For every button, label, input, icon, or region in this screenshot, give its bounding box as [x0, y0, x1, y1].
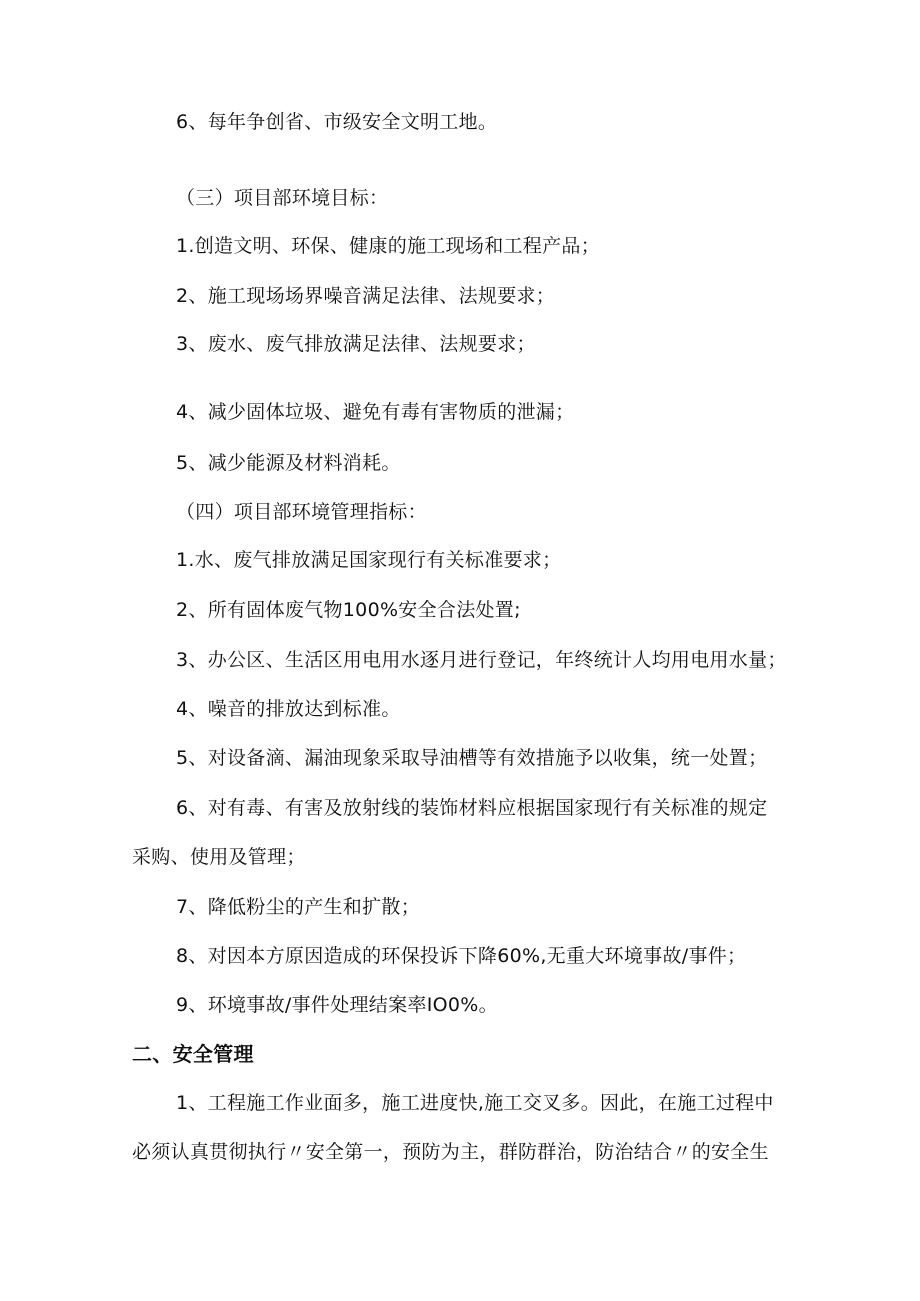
- chapter-heading: 二、安全管理: [132, 1042, 254, 1066]
- text-line-continuation: 必须认真贯彻执行〃安全第一，预防为主，群防群治，防治结合〃的安全生: [132, 1141, 769, 1163]
- text-line: 9、环境事故/事件处理结案率IO0%。: [176, 994, 498, 1016]
- text-line: 8、对因本方原因造成的环保投诉下降60%,无重大环境事故/事件；: [176, 945, 747, 967]
- section-title: （三）项目部环境目标：: [176, 187, 389, 209]
- text-line: 6、对有毒、有害及放射线的装饰材料应根据国家现行有关标准的规定: [176, 797, 768, 819]
- text-line: 1.创造文明、环保、健康的施工现场和工程产品；: [176, 235, 601, 257]
- section-title: （四）项目部环境管理指标：: [176, 501, 427, 523]
- text-line: 1.水、废气排放满足国家现行有关标准要求；: [176, 549, 562, 571]
- text-line: 6、每年争创省、市级安全文明工地。: [176, 111, 498, 133]
- text-line: 2、所有固体废气物100%安全合法处置;: [176, 599, 521, 621]
- text-line-continuation: 采购、使用及管理；: [132, 846, 306, 868]
- text-line: 5、对设备滴、漏油现象采取导油槽等有效措施予以收集，统一处置；: [176, 747, 768, 769]
- text-line: 3、办公区、生活区用电用水逐月进行登记，年终统计人均用电用水量；: [176, 649, 787, 671]
- text-line: 5、减少能源及材料消耗。: [176, 452, 401, 474]
- text-line: 4、噪音的排放达到标准。: [176, 698, 401, 720]
- text-line: 2、施工现场场界噪音满足法律、法规要求；: [176, 285, 556, 307]
- text-line: 7、降低粉尘的产生和扩散；: [176, 896, 420, 918]
- text-line: 3、废水、废气排放满足法律、法规要求；: [176, 333, 536, 355]
- text-line: 1、工程施工作业面多，施工进度快,施工交叉多。因此，在施工过程中: [176, 1092, 774, 1114]
- text-line: 4、减少固体垃圾、避免有毒有害物质的泄漏；: [176, 401, 575, 423]
